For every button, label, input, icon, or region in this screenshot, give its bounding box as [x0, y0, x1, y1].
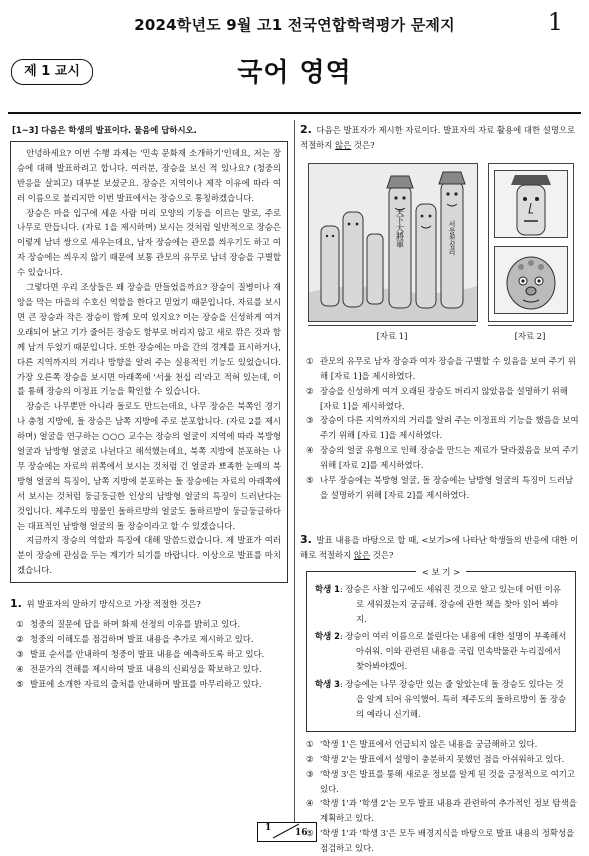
page-number: 1: [547, 8, 563, 36]
jangseung-photo-1: [308, 163, 478, 322]
jangseung-photo-2: [488, 163, 574, 322]
southern-face-image: [494, 246, 568, 314]
question-2-options: [300, 354, 580, 503]
column-divider: [294, 120, 295, 822]
exam-header: [0, 0, 589, 95]
passage-paragraph: 지금까지 장승의 역할과 특징에 대해 말씀드렸습니다. 제 발표가 여러분이 장승에 관심을 두는 계기가 되기를 바랍니다. 이상으로 발표를 마치겠습니다.: [17, 535, 281, 576]
answer-option[interactable]: ② 청중의 이해도를 점검하며 발표 내용을 추가로 제시하고 있다.: [16, 634, 254, 644]
question-number: 3.: [300, 532, 312, 546]
question-1-options: [10, 617, 288, 692]
bogi-title: < 보 기 >: [416, 567, 466, 577]
answer-option[interactable]: ① '학생 1'은 발표에서 언급되지 않은 내용을 궁금해하고 있다.: [306, 738, 538, 749]
bogi-box: [306, 566, 576, 732]
page-footer: [257, 822, 315, 840]
answer-option[interactable]: ⑤ 나무 장승에는 북방형 얼굴, 돌 장승에는 남방형 얼굴의 특징이 드러남을 설명하기 위해 [자료 2]를 제시하였다.: [306, 475, 574, 500]
question-stem-end: 것은?: [372, 549, 394, 560]
answer-option[interactable]: ③ '학생 3'은 발표를 통해 새로운 정보를 알게 된 것을 긍정적으로 여기고 있다.: [306, 768, 575, 794]
passage-paragraph: 그렇다면 우리 조상들은 왜 장승을 만들었을까요? 장승이 질병이나 재앙을 막는 마을의 수호신 역할을 한다고 믿었기 때문입니다. 자료를 보시면 큰 장승과 작은 장승이 함께 모여 있지요? 이는 장승을 신성하게 여겨 오래되어 낡고 기가 줄어든 장승도 함부로 버리지 않고 새로 깎은 것과 함께 남겨 두었기 때문입니다. 또한 장승에는 마을 간의 경계를 표시하거나, 다른 지역까지의 거리나 방향을 알려 주는 실용적인 기능도 있었습니다. 가장 오른쪽 장승을 보시면 아래쪽에 '서울 천십 리'라고 적혀 있는데, 이를 통해 장승의 이정표 기능을 확인할 수 있습니다.: [17, 282, 281, 397]
answer-option[interactable]: ④ 전문가의 견해를 제시하여 발표 내용의 신뢰성을 확보하고 있다.: [16, 663, 262, 674]
student-response: 학생 2: 장승이 여러 이름으로 불린다는 내용에 대한 설명이 부족해서 아쉬워. 이와 관련된 내용을 국립 민속박물관 누리집에서 찾아봐야겠어.: [315, 631, 567, 672]
student-response: 학생 1: 장승은 사찰 입구에도 세워진 것으로 알고 있는데 어떤 이유로 세워졌는지 궁금해. 장승에 관한 책을 찾아 읽어 봐야지.: [315, 583, 561, 624]
question-stem: 발표 내용을 바탕으로 할 때, <보기>에 나타난 학생들의 반응에 대한 이해로 적절하지: [300, 534, 579, 560]
footer-total: 16: [295, 828, 308, 838]
question-stem: 위 발표자의 말하기 방식으로 가장 적절한 것은?: [26, 599, 201, 610]
answer-option[interactable]: ④ 장승의 얼굴 유형으로 인해 장승을 만드는 재료가 달라졌음을 보여 주기 위해 [자료 2]를 제시하였다.: [306, 445, 579, 471]
pole-inscription: 天下大將軍: [395, 207, 405, 248]
question-3: [300, 533, 580, 563]
subject-title: 국어 영역: [237, 58, 352, 88]
header-rule: [8, 112, 581, 114]
question-stem-end: 것은?: [353, 139, 375, 150]
left-column: [10, 119, 288, 692]
answer-option[interactable]: ③ 발표 순서를 안내하여 청중이 발표 내용을 예측하도록 하고 있다.: [16, 648, 265, 659]
answer-option[interactable]: ⑤ 발표에 소개한 자료의 출처를 안내하며 발표를 마무리하고 있다.: [16, 678, 262, 689]
answer-option[interactable]: ③ 장승이 다른 지역까지의 거리를 알려 주는 이정표의 기능을 했음을 보여 주기 위해 [자료 1]을 제시하였다.: [306, 415, 579, 441]
exam-title: 2024학년도 9월 고1 전국연합학력평가 문제지: [134, 16, 455, 34]
figure-area: [308, 163, 572, 349]
figure-label-2: [자료 2]: [488, 325, 572, 343]
answer-option[interactable]: ② '학생 2'는 발표에서 설명이 충분하지 못했던 점을 아쉬워하고 있다.: [306, 753, 565, 764]
answer-option[interactable]: ① 관모의 유무로 남자 장승과 여자 장승을 구별할 수 있음을 보여 주기 위해 [자료 1]을 제시하였다.: [306, 355, 576, 381]
answer-option[interactable]: ① 청중의 질문에 답을 하며 화제 선정의 이유를 밝히고 있다.: [16, 619, 241, 630]
figure-label-1: [자료 1]: [308, 325, 476, 343]
passage-paragraph: 장승은 마을 입구에 세운 사람 머리 모양의 기둥을 이르는 말로, 주로 나무로 만듭니다. (자료 1을 제시하며) 보시는 것처럼 일반적으로 장승은 이렇게 남녀 쌍으로 세우는데요, 남자 장승에는 관모를 씌우기도 하고 여자 장승에는 씌우지 않기 때문에 보통 관모의 유무로 남녀 장승을 구별할 수 있습니다.: [17, 207, 281, 278]
answer-option[interactable]: ④ '학생 1'과 '학생 2'는 모두 발표 내용과 관련하여 추가적인 정보 탐색을 계획하고 있다.: [306, 798, 577, 824]
footer-page: 1: [265, 823, 272, 833]
passage-box: [10, 141, 288, 583]
right-column: [300, 119, 580, 856]
question-stem-underlined: 않은: [335, 139, 352, 150]
northern-face-image: [494, 170, 568, 238]
passage-paragraph: 장승은 나무뿐만 아니라 돌로도 만드는데요, 나무 장승은 북쪽인 경기나 충청 지방에, 돌 장승은 남쪽 지방에 주로 분포합니다. (자료 2를 제시하며) 얼굴을 연구하는 ○○○ 교수는 장승의 얼굴이 지역에 따라 북방형 얼굴과 남방형 얼굴로 나뉜다고 해석했는데요, 북쪽 지방에 분포하는 나무 장승에는 자료의 위쪽에서 보시는 것처럼 긴 얼굴과 뾰족한 눈매의 북방형 얼굴의 특징이, 남쪽 지방에 분포하는 돌 장승에는 자료의 아래쪽에서 보시는 것처럼 둥글둥글한 인상의 남방형 얼굴의 특징이 드러난다는 것입니다. 제주도의 명물인 돌하르방의 얼굴도 돌하르방이 둥글둥글하다는 대표적인 남방형 얼굴의 돌 장승이라고 할 수 있겠습니다.: [17, 401, 281, 531]
question-2: [300, 123, 580, 153]
passage-paragraph: 안녕하세요? 이번 수행 과제는 '민속 문화재 소개하기'인데요, 저는 장승에 대해 발표하려고 합니다. 여러분, 장승을 보신 적 있나요? (청중의 반응을 살피고) 대부분 보셨군요. 장승은 지역이나 제작 이유에 따라 여러 이름으로 불리지만 이번 발표에서는 장승으로 통칭하겠습니다.: [17, 147, 281, 203]
question-number: 1.: [10, 597, 22, 611]
student-response: 학생 3: 장승에는 나무 장승만 있는 줄 알았는데 돌 장승도 있다는 것을 알게 되어 유익했어. 특히 제주도의 돌하르방이 돌 장승의 예라니 신기해.: [315, 679, 567, 719]
answer-option[interactable]: ② 장승을 신성하게 여겨 오래된 장승도 버리지 않았음을 설명하기 위해 [자료 1]을 제시하였다.: [306, 385, 568, 411]
question-stem-underlined: 않은: [353, 549, 371, 560]
pole-inscription: 서울천십리: [448, 220, 456, 256]
question-number: 2.: [300, 123, 312, 136]
period-badge: 제 1 교시: [11, 59, 93, 85]
question-3-options: [300, 737, 580, 856]
question-stem: 다음은 발표자가 제시한 자료이다. 발표자의 자료 활용에 대한 설명으로 적절하지: [300, 125, 576, 150]
jangseung-illustration: [309, 164, 477, 321]
question-range-instruction: [1~3] 다음은 학생의 발표이다. 물음에 답하시오.: [12, 125, 197, 135]
answer-option[interactable]: ⑤ '학생 1'과 '학생 3'은 모두 배경지식을 바탕으로 발표 내용의 정확성을 점검하고 있다.: [306, 828, 575, 854]
question-1: [10, 597, 288, 612]
